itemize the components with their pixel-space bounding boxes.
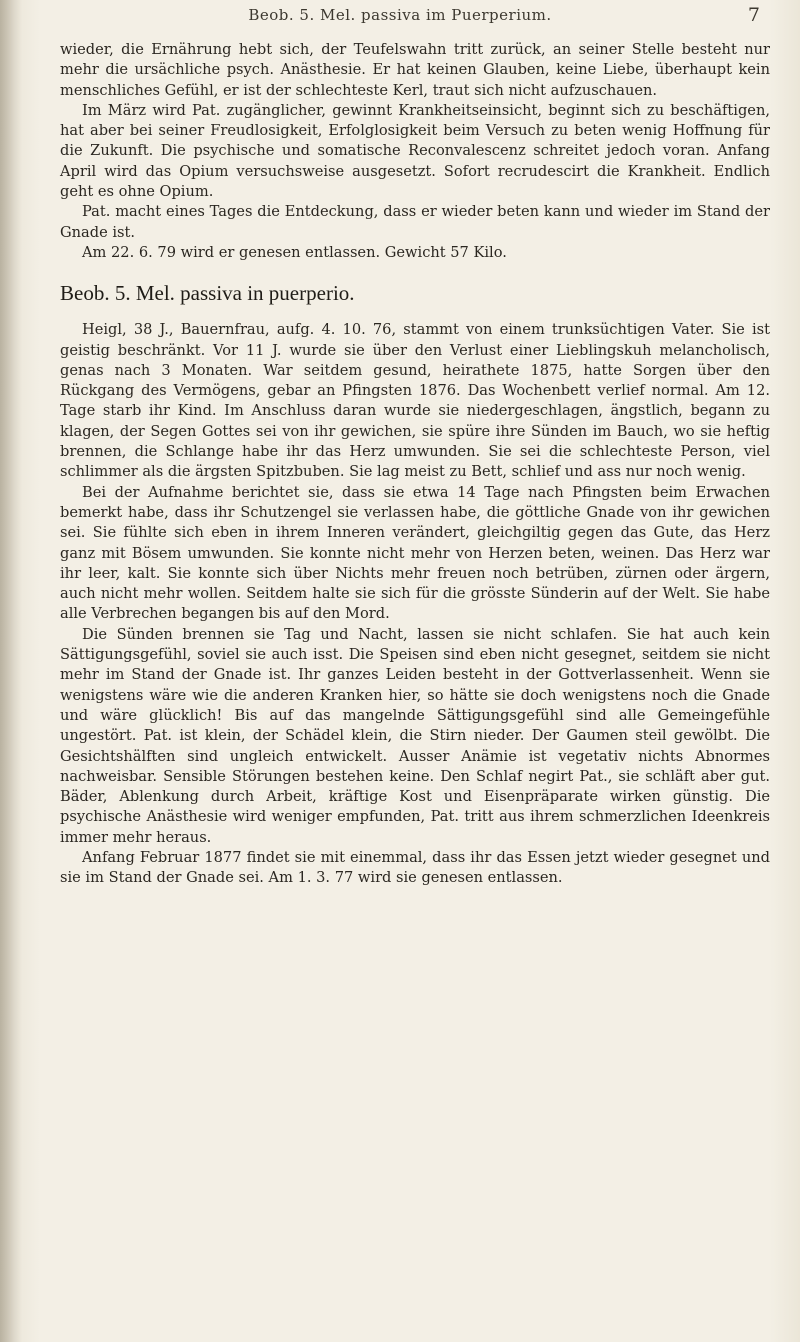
page-number: 7 [747, 4, 760, 26]
paragraph-continued: wieder, die Ernährung hebt sich, der Teufelswahn tritt zurück, an seiner Stelle besteht nur mehr die ursächliche psych. Anästhesie. Er hat keinen Glauben, keine Liebe, überhaupt kein menschliches Gefühl, er ist der schlechteste Kerl, traut sich nicht aufzuschauen. [60, 41, 770, 99]
paragraph-recovery: Anfang Februar 1877 findet sie mit einemmal, dass ihr das Essen jetzt wieder gesegnet und sie im Stand der Gnade sei. Am 1. 3. 77 wird sie genesen entlassen. [60, 848, 770, 887]
paragraph-symptoms: Die Sünden brennen sie Tag und Nacht, lassen sie nicht schlafen. Sie hat auch kein Sättigungsgefühl, soviel sie auch isst. Die Speisen sind eben nicht gesegnet, seitdem sie nicht mehr im Stand der Gnade ist. Ihr ganzes Leiden besteht in der Gottverlassenheit. Wenn sie wenigstens wäre wie die anderen Kranken hier, so hätte sie doch wenigstens noch die Gnade und wäre glücklich! Bis auf das mangelnde Sättigungsgefühl sind alle Gemeingefühle ungestört. Pat. ist klein, der Schädel klein, die Stirn nieder. Der Gaumen steil gewölbt. Die Gesichtshälften sind ungleich entwickelt. Ausser Anämie ist vegetativ nichts Abnormes nachweisbar. Sensible Störungen bestehen keine. Den Schlaf negirt Pat., sie schläft aber gut. Bäder, Ablenkung durch Arbeit, kräftige Kost und Eisenpräparate wirken günstig. Die psychische Anästhesie wird weniger empfunden, Pat. tritt aus ihrem schmerzlichen Ideenkreis immer mehr heraus. [60, 625, 770, 846]
paragraph-anamnesis: Heigl, 38 J., Bauernfrau, aufg. 4. 10. 76, stammt von einem trunksüchtigen Vater. Sie ist geistig beschränkt. Vor 11 J. wurde sie über den Verlust einer Lieblingskuh melancholisch, genas nach 3 Monaten. War seitdem gesund, heirathete 1875, hatte Sorgen über den Rückgang des Vermögens, gebar an Pfingsten 1876. Das Wochenbett verlief normal. Am 12. Tage starb ihr Kind. Im Anschluss daran wurde sie niedergeschlagen, ängstlich, begann zu klagen, der Segen Gottes sei von ihr gewichen, sie spüre ihre Sünden im Bauch, wo sie heftig brennen, die Schlange habe ihr das Herz umwunden. Sie sei die schlechteste Person, viel schlimmer als die ärgsten Spitzbuben. Sie lag meist zu Bett, schlief und ass nur noch wenig. [60, 321, 770, 481]
running-header [0, 4, 800, 28]
body-text [60, 40, 770, 889]
paragraph-discharge: Am 22. 6. 79 wird er genesen entlassen. Gewicht 57 Kilo. [82, 243, 507, 261]
paragraph-admission: Bei der Aufnahme berichtet sie, dass sie etwa 14 Tage nach Pfingsten beim Erwachen bemerkt habe, dass ihr Schutzengel sie verlassen habe, die göttliche Gnade von ihr gewichen sei. Sie fühlte sich eben in ihrem Inneren verändert, gleichgiltig gegen das Gute, das Herz ganz mit Bösem umwunden. Sie konnte nicht mehr von Herzen beten, weinen. Das Herz war ihr leer, kalt. Sie konnte sich über Nichts mehr freuen noch betrüben, zürnen oder ärgern, auch nicht mehr wollen. Seitdem halte sie sich für die grösste Sünderin auf der Welt. Sie habe alle Verbrechen begangen bis auf den Mord. [60, 483, 770, 623]
section-heading: Beob. 5. Mel. passiva in puerperio. [60, 281, 355, 306]
binding-shadow [0, 0, 22, 1342]
running-title: Beob. 5. Mel. passiva im Puerperium. [248, 6, 552, 24]
paragraph-discovery: Pat. macht eines Tages die Entdeckung, dass er wieder beten kann und wieder im Stand der Gnade ist. [60, 203, 770, 241]
paragraph-march: Im März wird Pat. zugänglicher, gewinnt Krankheitseinsicht, beginnt sich zu beschäftigen, hat aber bei seiner Freudlosigkeit, Erfolglosigkeit beim Versuch zu beten wenig Hoffnung für die Zukunft. Die psychische und somatische Reconvalescenz schreitet jedoch voran. Anfang April wird das Opium versuchsweise ausgesetzt. Sofort recrudescirt die Krankheit. Endlich geht es ohne Opium. [60, 101, 770, 201]
